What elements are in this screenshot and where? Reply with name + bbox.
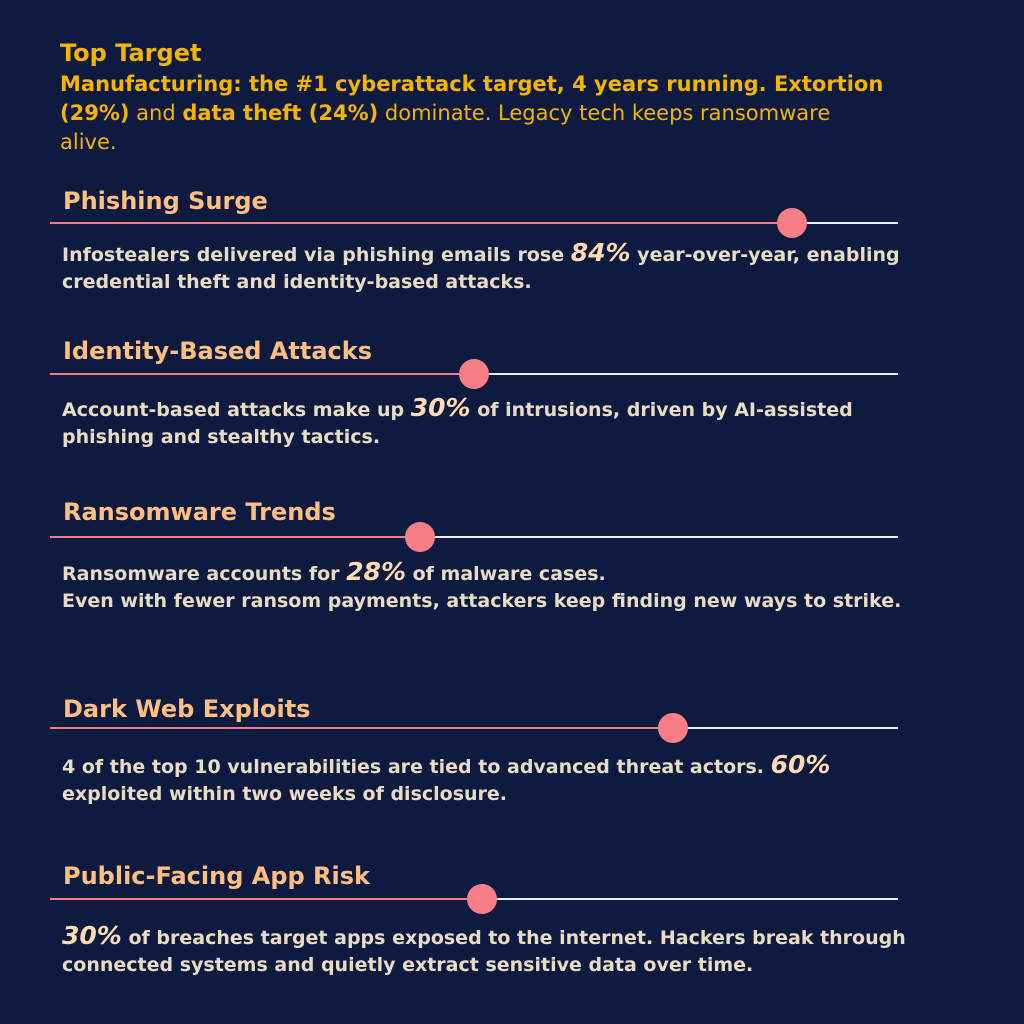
top-target-line-b-p3: data theft (24%) <box>182 101 379 125</box>
section-slider-track <box>50 898 898 900</box>
section-body-after: year-over-year, enabling credential theft and identity-based attacks. <box>62 244 900 293</box>
section-slider-fill <box>50 222 792 224</box>
section-slider-track <box>50 536 898 538</box>
top-target-line-c: alive. <box>60 130 117 154</box>
section-title: Dark Web Exploits <box>63 695 311 723</box>
section-title: Identity-Based Attacks <box>63 337 373 365</box>
top-target-line-b-p1: (29%) <box>60 101 130 125</box>
section-body-before: Ransomware accounts for <box>62 563 347 585</box>
top-target-title: Top Target <box>60 39 202 67</box>
section-slider-fill <box>50 898 482 900</box>
top-target-line-a: Manufacturing: the #1 cyberattack target, 4 years running. Extortion <box>60 72 884 96</box>
section-slider-fill <box>50 727 673 729</box>
section-body-before: Account-based attacks make up <box>62 399 411 421</box>
section-title: Ransomware Trends <box>63 498 336 526</box>
section-slider-knob <box>658 713 688 743</box>
section-body <box>62 239 922 296</box>
section-title: Phishing Surge <box>63 187 268 215</box>
section-highlight-stat: 84% <box>570 238 631 267</box>
section-highlight-stat: 28% <box>346 557 406 586</box>
section-slider-knob <box>405 522 435 552</box>
section-slider-knob <box>777 208 807 238</box>
section-slider-track <box>50 727 898 729</box>
top-target-line-b-p2: and <box>129 101 183 125</box>
section-slider-fill <box>50 373 474 375</box>
section-slider-knob <box>467 884 497 914</box>
section-body-before: 4 of the top 10 vulnerabilities are tied to advanced threat actors. <box>62 756 771 778</box>
section-slider-track <box>50 222 898 224</box>
section-slider-fill <box>50 536 420 538</box>
section-body-extra: Even with fewer ransom payments, attackers keep finding new ways to strike. <box>62 590 902 612</box>
section-highlight-stat: 60% <box>770 750 831 779</box>
section-highlight-stat: 30% <box>410 393 471 422</box>
section-highlight-stat: 30% <box>62 921 122 950</box>
section-slider-track <box>50 373 898 375</box>
top-target-text <box>60 70 960 157</box>
top-target-block <box>60 38 960 157</box>
section-body-after: of breaches target apps exposed to the internet. Hackers break through connected systems and quietly extract sensitive data over time. <box>62 927 906 976</box>
section-body-after: of intrusions, driven by AI-assisted phishing and stealthy tactics. <box>62 399 853 448</box>
section-body-before: Infostealers delivered via phishing emails rose <box>62 244 571 266</box>
section-body <box>62 922 922 979</box>
section-body <box>62 394 922 451</box>
section-body-after: of malware cases. <box>406 563 606 585</box>
section-body <box>62 751 922 808</box>
top-target-line-b-p4: dominate. Legacy tech keeps ransomware <box>378 101 831 125</box>
section-body-after: exploited within two weeks of disclosure. <box>62 783 508 805</box>
section-title: Public-Facing App Risk <box>63 862 370 890</box>
section-slider-knob <box>459 359 489 389</box>
section-body <box>62 558 922 615</box>
